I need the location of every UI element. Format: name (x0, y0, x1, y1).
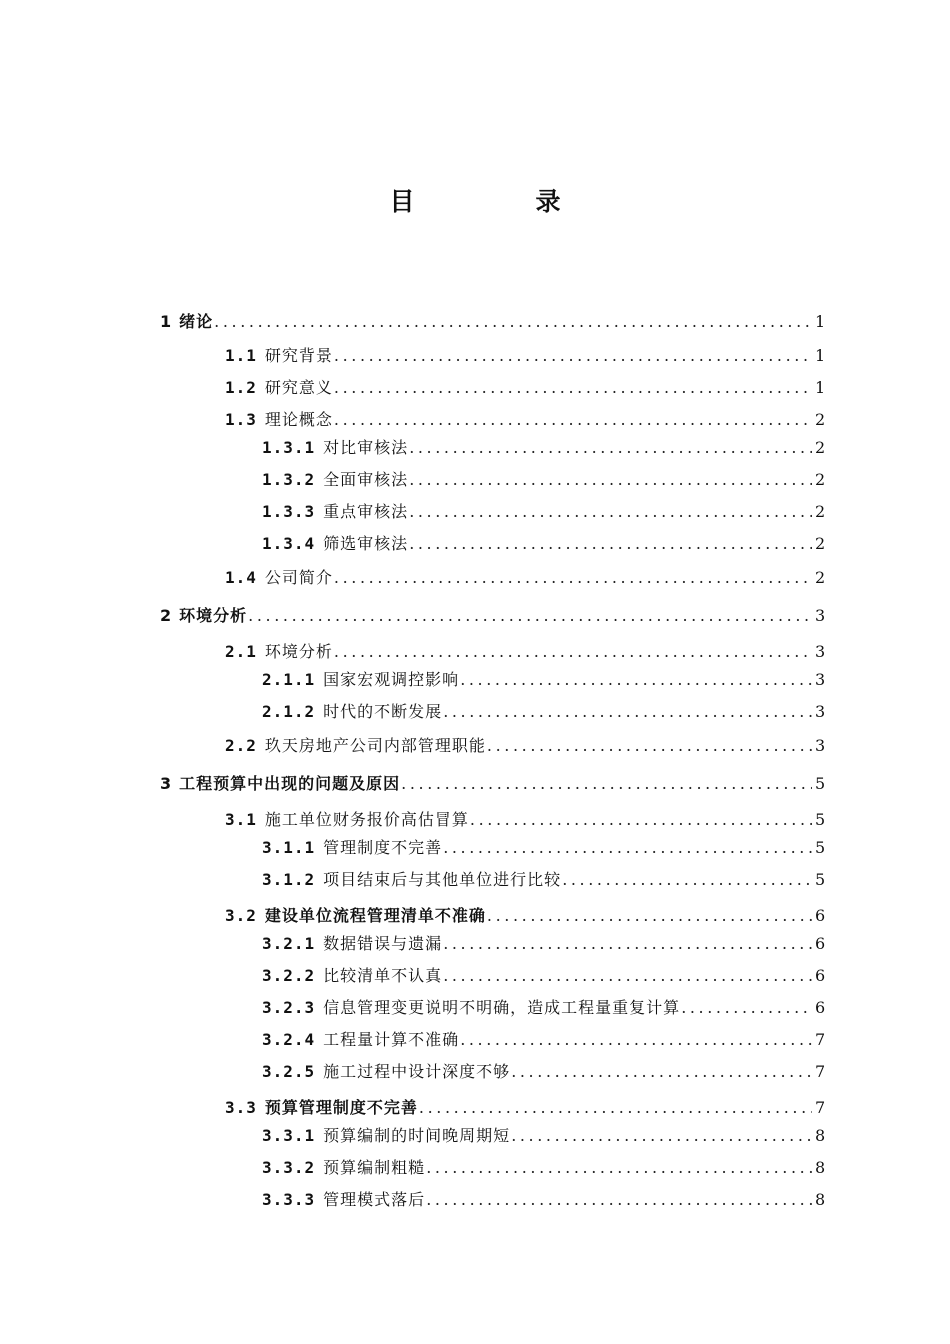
toc-entry[interactable] (225, 904, 825, 928)
toc-entry-number: 1 (160, 312, 172, 331)
toc-leader-dots (248, 604, 812, 628)
toc-entry-number: 3.1.1 (262, 838, 316, 857)
toc-entry-label: 全面审核法 (323, 470, 409, 489)
toc-entry[interactable] (262, 436, 825, 460)
toc-entry[interactable] (225, 640, 825, 664)
toc-entry-label: 理论概念 (264, 410, 333, 429)
toc-leader-dots (460, 1028, 812, 1052)
toc-entry-page: 2 (815, 534, 826, 553)
toc-entry-number: 2 (160, 606, 172, 625)
toc-entry-number: 1.1 (225, 346, 257, 365)
toc-entry-label: 玖天房地产公司内部管理职能 (264, 736, 486, 755)
toc-leader-dots (426, 1188, 812, 1212)
toc-leader-dots (409, 500, 812, 524)
toc-entry-page: 2 (815, 568, 826, 587)
toc-entry[interactable] (262, 1124, 825, 1148)
toc-entry-label: 比较清单不认真 (323, 966, 443, 985)
toc-leader-dots (334, 376, 812, 400)
toc-entry-page: 8 (815, 1190, 826, 1209)
toc-leader-dots (401, 772, 812, 796)
toc-entry-page: 6 (815, 934, 826, 953)
toc-leader-dots (419, 1096, 812, 1120)
toc-entry[interactable] (262, 668, 825, 692)
toc-entry[interactable] (225, 1096, 825, 1120)
toc-entry[interactable] (262, 1060, 825, 1084)
toc-entry-page: 3 (815, 642, 826, 661)
toc-entry-number: 3 (160, 774, 172, 793)
toc-leader-dots (487, 734, 812, 758)
toc-entry-page: 2 (815, 410, 826, 429)
toc-entry-label: 工程预算中出现的问题及原因 (179, 774, 401, 793)
toc-leader-dots (409, 436, 812, 460)
toc-entry-page: 5 (815, 838, 826, 857)
toc-entry[interactable] (262, 468, 825, 492)
toc-entry-number: 1.3.1 (262, 438, 316, 457)
toc-entry-page: 1 (815, 346, 826, 365)
toc-entry-number: 2.2 (225, 736, 257, 755)
toc-entry-label: 工程量计算不准确 (323, 1030, 460, 1049)
toc-entry-number: 1.4 (225, 568, 257, 587)
toc-entry-label: 信息管理变更说明不明确，造成工程量重复计算 (323, 998, 681, 1017)
toc-entry[interactable] (225, 734, 825, 758)
toc-leader-dots (511, 1124, 812, 1148)
toc-entry[interactable] (160, 310, 825, 334)
toc-entry[interactable] (262, 700, 825, 724)
toc-entry[interactable] (262, 1188, 825, 1212)
toc-entry[interactable] (262, 1156, 825, 1180)
toc-leader-dots (443, 932, 812, 956)
toc-entry[interactable] (225, 566, 825, 590)
toc-entry-label: 环境分析 (179, 606, 248, 625)
toc-entry-label: 时代的不断发展 (323, 702, 443, 721)
toc-entry-number: 3.1.2 (262, 870, 316, 889)
toc-entry-label: 绪论 (179, 312, 214, 331)
toc-entry[interactable] (225, 408, 825, 432)
toc-entry-page: 3 (815, 702, 826, 721)
toc-entry-page: 5 (815, 810, 826, 829)
toc-leader-dots (334, 640, 812, 664)
toc-entry-page: 2 (815, 502, 826, 521)
toc-leader-dots (334, 408, 812, 432)
toc-leader-dots (409, 468, 812, 492)
toc-entry-number: 1.2 (225, 378, 257, 397)
toc-entry[interactable] (225, 376, 825, 400)
toc-entry-label: 管理模式落后 (323, 1190, 426, 1209)
toc-entry[interactable] (262, 964, 825, 988)
toc-entry-label: 施工过程中设计深度不够 (323, 1062, 511, 1081)
toc-entry-page: 6 (815, 906, 826, 925)
toc-entry-label: 管理制度不完善 (323, 838, 443, 857)
toc-entry-number: 3.2.1 (262, 934, 316, 953)
toc-entry-number: 3.2.3 (262, 998, 316, 1017)
toc-entry[interactable] (160, 772, 825, 796)
toc-entry[interactable] (262, 868, 825, 892)
toc-entry-label: 环境分析 (264, 642, 333, 661)
toc-entry-page: 2 (815, 438, 826, 457)
toc-entry-label: 研究意义 (264, 378, 333, 397)
toc-entry[interactable] (262, 932, 825, 956)
toc-entry-page: 5 (815, 774, 826, 793)
toc-entry-number: 3.2.4 (262, 1030, 316, 1049)
toc-leader-dots (426, 1156, 812, 1180)
toc-entry-page: 3 (815, 736, 826, 755)
toc-leader-dots (460, 668, 812, 692)
page-title: 目 录 (389, 187, 609, 216)
toc-entry-label: 施工单位财务报价高估冒算 (264, 810, 469, 829)
toc-leader-dots (487, 904, 812, 928)
toc-entry-label: 筛选审核法 (323, 534, 409, 553)
toc-entry-number: 2.1 (225, 642, 257, 661)
toc-leader-dots (681, 996, 812, 1020)
toc-entry-number: 1.3 (225, 410, 257, 429)
toc-leader-dots (443, 836, 812, 860)
toc-entry-page: 8 (815, 1158, 826, 1177)
toc-entry-number: 1.3.3 (262, 502, 316, 521)
toc-entry[interactable] (160, 604, 825, 628)
toc-entry-page: 8 (815, 1126, 826, 1145)
toc-entry-page: 1 (815, 312, 826, 331)
toc-entry-page: 7 (815, 1098, 826, 1117)
toc-entry[interactable] (225, 344, 825, 368)
toc-entry[interactable] (262, 500, 825, 524)
toc-entry-number: 3.1 (225, 810, 257, 829)
toc-leader-dots (334, 566, 812, 590)
toc-leader-dots (562, 868, 812, 892)
toc-entry-number: 3.3 (225, 1098, 257, 1117)
toc-entry-page: 2 (815, 470, 826, 489)
toc-entry-number: 2.1.2 (262, 702, 316, 721)
toc-entry-page: 1 (815, 378, 826, 397)
toc-entry-label: 项目结束后与其他单位进行比较 (323, 870, 562, 889)
toc-entry-label: 预算管理制度不完善 (264, 1098, 418, 1117)
toc-entry-number: 3.3.2 (262, 1158, 316, 1177)
toc-leader-dots (443, 964, 812, 988)
toc-leader-dots (409, 532, 812, 556)
toc-entry-label: 国家宏观调控影响 (323, 670, 460, 689)
toc-entry-page: 5 (815, 870, 826, 889)
toc-entry-number: 3.2.2 (262, 966, 316, 985)
toc-leader-dots (214, 310, 812, 334)
toc-leader-dots (470, 808, 812, 832)
toc-entry-label: 对比审核法 (323, 438, 409, 457)
toc-entry[interactable] (262, 996, 825, 1020)
toc-entry-page: 3 (815, 670, 826, 689)
toc-entry-number: 2.1.1 (262, 670, 316, 689)
toc-entry-label: 数据错误与遗漏 (323, 934, 443, 953)
toc-entry-label: 研究背景 (264, 346, 333, 365)
toc-entry-page: 7 (815, 1062, 826, 1081)
toc-entry-number: 3.3.1 (262, 1126, 316, 1145)
toc-entry[interactable] (262, 532, 825, 556)
toc-entry-label: 预算编制的时间晚周期短 (323, 1126, 511, 1145)
toc-leader-dots (443, 700, 812, 724)
toc-entry-label: 预算编制粗糙 (323, 1158, 426, 1177)
toc-entry-page: 6 (815, 966, 826, 985)
toc-entry-label: 重点审核法 (323, 502, 409, 521)
toc-entry-number: 1.3.4 (262, 534, 316, 553)
toc-entry[interactable] (262, 1028, 825, 1052)
toc-entry-number: 1.3.2 (262, 470, 316, 489)
toc-entry-label: 建设单位流程管理清单不准确 (264, 906, 486, 925)
toc-leader-dots (511, 1060, 812, 1084)
toc-entry[interactable] (225, 808, 825, 832)
toc-entry-page: 7 (815, 1030, 826, 1049)
toc-entry-page: 3 (815, 606, 826, 625)
toc-entry-label: 公司简介 (264, 568, 333, 587)
toc-entry-page: 6 (815, 998, 826, 1017)
toc-entry[interactable] (262, 836, 825, 860)
toc-entry-number: 3.3.3 (262, 1190, 316, 1209)
toc-entry-number: 3.2 (225, 906, 257, 925)
toc-entry-number: 3.2.5 (262, 1062, 316, 1081)
toc-leader-dots (334, 344, 812, 368)
